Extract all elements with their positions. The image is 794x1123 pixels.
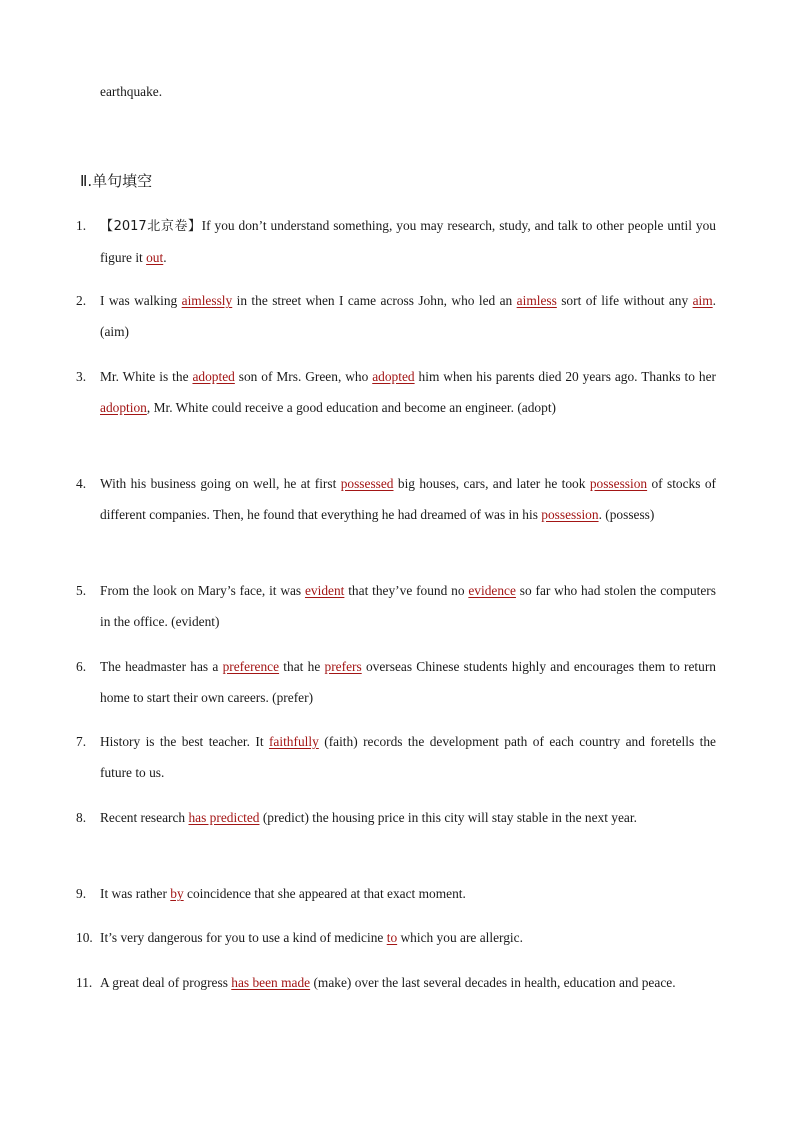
sentence-text: that he xyxy=(279,659,325,674)
exercise-item xyxy=(76,802,716,833)
exercise-item xyxy=(76,285,716,347)
sentence-text: sort of life without any xyxy=(556,293,693,308)
item-text xyxy=(100,651,716,713)
item-number: 3. xyxy=(76,369,87,384)
item-text xyxy=(100,361,716,423)
item-number: 5. xyxy=(76,583,87,598)
sentence-text: If you don’t understand something, you may research, study, and talk to other people until you figure it xyxy=(100,218,716,265)
answer-blank: preference xyxy=(222,659,280,674)
answer-blank: adopted xyxy=(372,369,415,384)
exercise-item xyxy=(76,726,716,788)
item-number: 2. xyxy=(76,293,87,308)
exercise-item xyxy=(76,210,716,273)
sentence-text: Mr. White is the xyxy=(100,369,193,384)
sentence-text: that they’ve found no xyxy=(344,583,469,598)
answer-blank: aim xyxy=(692,293,713,308)
answer-blank: aimless xyxy=(516,293,557,308)
exercise-item xyxy=(76,361,716,423)
item-text xyxy=(100,285,716,347)
sentence-text: It’s very dangerous for you to use a kind of medicine xyxy=(100,930,387,945)
sentence-text: so far who had stolen the computers in the office. (evident) xyxy=(100,583,716,629)
sentence-text: A great deal of progress xyxy=(100,975,232,990)
item-text xyxy=(100,802,716,833)
answer-blank: by xyxy=(170,886,184,901)
item-text xyxy=(100,726,716,788)
sentence-text: (faith) records the development path of each country and foretells the future to us. xyxy=(100,734,716,780)
exercise-item xyxy=(76,967,716,998)
sentence-text: (predict) the housing price in this city will stay stable in the next year. xyxy=(259,810,637,825)
item-number: 10. xyxy=(76,930,93,945)
previous-sentence-fragment: earthquake. xyxy=(100,84,163,99)
sentence-text: . (aim) xyxy=(100,293,717,339)
answer-blank: possession xyxy=(589,476,648,491)
sentence-text: Recent research xyxy=(100,810,189,825)
answer-blank: faithfully xyxy=(268,734,319,749)
item-number: 6. xyxy=(76,659,87,674)
sentence-text: The headmaster has a xyxy=(100,659,223,674)
item-text xyxy=(100,468,716,530)
sentence-text: which you are allergic. xyxy=(397,930,523,945)
sentence-text: I was walking xyxy=(100,293,182,308)
item-text xyxy=(100,878,716,909)
answer-blank: aimlessly xyxy=(181,293,233,308)
exercise-item xyxy=(76,922,716,953)
answer-blank: adoption xyxy=(100,400,147,415)
source-tag: 【2017北京卷】 xyxy=(100,219,202,234)
sentence-text: From the look on Mary’s face, it was xyxy=(100,583,305,598)
item-number: 9. xyxy=(76,886,87,901)
exercise-item xyxy=(76,878,716,909)
sentence-text: . xyxy=(163,250,167,265)
item-text xyxy=(100,210,716,273)
sentence-text: It was rather xyxy=(100,886,171,901)
sentence-text: . (possess) xyxy=(598,507,655,522)
item-text xyxy=(100,575,716,637)
sentence-text: of stocks of different companies. Then, he found that everything he had dreamed of was in his xyxy=(100,476,716,522)
answer-blank: evidence xyxy=(468,583,516,598)
sentence-text: son of Mrs. Green, who xyxy=(234,369,373,384)
answer-blank: adopted xyxy=(192,369,235,384)
sentence-text: coincidence that she appeared at that exact moment. xyxy=(183,886,466,901)
item-text xyxy=(100,922,716,953)
section-title: Ⅱ.单句填空 xyxy=(80,172,153,190)
exercise-item xyxy=(76,575,716,637)
sentence-text: overseas Chinese students highly and encourages them to return home to start their own careers. (prefer) xyxy=(100,659,716,705)
item-number: 7. xyxy=(76,734,87,749)
answer-blank: prefers xyxy=(324,659,362,674)
answer-blank: has predicted xyxy=(188,810,260,825)
exercise-item xyxy=(76,651,716,713)
sentence-text: , Mr. White could receive a good education and become an engineer. (adopt) xyxy=(146,400,557,415)
item-number: 4. xyxy=(76,476,87,491)
answer-blank: possessed xyxy=(340,476,394,491)
item-number: 11. xyxy=(76,975,93,990)
sentence-text: With his business going on well, he at first xyxy=(100,476,341,491)
item-text xyxy=(100,967,716,998)
sentence-text: History is the best teacher. It xyxy=(100,734,269,749)
sentence-text: in the street when I came across John, who led an xyxy=(232,293,517,308)
item-number: 1. xyxy=(76,218,87,233)
answer-blank: has been made xyxy=(231,975,311,990)
exercise-item xyxy=(76,468,716,530)
answer-blank: possession xyxy=(541,507,599,522)
item-number: 8. xyxy=(76,810,87,825)
sentence-text: (make) over the last several decades in health, education and peace. xyxy=(310,975,676,990)
sentence-text: him when his parents died 20 years ago. Thanks to her xyxy=(414,369,717,384)
answer-blank: out xyxy=(146,250,164,265)
answer-blank: evident xyxy=(304,583,345,598)
sentence-text: big houses, cars, and later he took xyxy=(393,476,590,491)
answer-blank: to xyxy=(386,930,398,945)
